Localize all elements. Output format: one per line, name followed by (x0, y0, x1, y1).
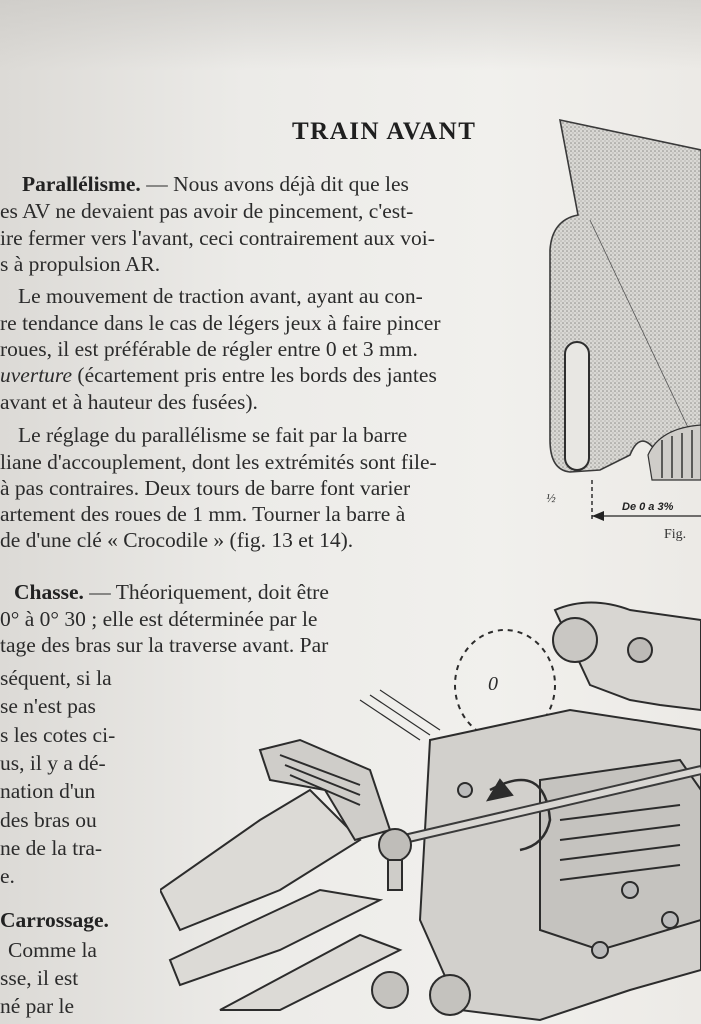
chasse-line-2: 0° à 0° 30 ; elle est déterminée par le (0, 607, 318, 631)
page-shadow (0, 0, 701, 70)
side-note: ½ (546, 490, 556, 505)
chasse-line-7: us, il y a dé- (0, 751, 106, 775)
chasse-line-9: des bras ou (0, 808, 97, 832)
chasse-line-1-text: — Théoriquement, doit être (83, 580, 329, 604)
front-axle-engine-figure (160, 590, 701, 1024)
dial-label: 0 (488, 673, 498, 695)
reglage-line-2: liane d'accouplement, dont les extrémités sont file- (0, 450, 437, 474)
parallelisme-line-4: s à propulsion AR. (0, 252, 161, 276)
chasse-line-10: ne de la tra- (0, 836, 103, 860)
parallelisme-line-2: es AV ne devaient pas avoir de pincement, c'est- (0, 199, 414, 223)
traction-line-3: roues, il est préférable de régler entre 0 et 3 mm. (0, 337, 418, 361)
tie-rod-end (379, 829, 411, 861)
traction-italic-word: uverture (0, 363, 73, 387)
chasse-line-6: s les cotes ci- (0, 723, 116, 747)
reglage-line-4: artement des roues de 1 mm. Tourner la barre à (0, 502, 406, 526)
parallelisme-heading: Parallélisme. (22, 172, 141, 196)
parallelisme-line-1-text: — Nous avons déjà dit que les (140, 172, 409, 196)
traction-line-5: avant et à hauteur des fusées). (0, 390, 258, 414)
traction-line-4-text: (écartement pris entre les bords des jantes (72, 363, 437, 387)
chasse-heading: Chasse. (14, 580, 84, 604)
dimension-arrowhead (592, 511, 604, 521)
chasse-line-11: e. (0, 864, 15, 888)
wing-slot (565, 342, 589, 470)
chasse-line-3: tage des bras sur la traverse avant. Par (0, 633, 329, 657)
chasse-line-5: se n'est pas (0, 694, 96, 718)
carrossage-line-3: né par le (0, 994, 75, 1018)
reglage-line-1: Le réglage du parallélisme se fait par la barre (18, 423, 408, 447)
figure-caption: Fig. (664, 527, 687, 542)
parallelisme-line-1 (22, 172, 409, 197)
reglage-line-5: de d'une clé « Crocodile » (fig. 13 et 14). (0, 528, 354, 552)
page-title: TRAIN AVANT (292, 118, 477, 145)
wheel-alignment-figure (530, 110, 701, 530)
parallelisme-line-3: ire fermer vers l'avant, ceci contrairement aux voi- (0, 226, 435, 250)
carrossage-heading: Carrossage. (0, 908, 109, 932)
traction-line-2: re tendance dans le cas de légers jeux à faire pincer (0, 311, 441, 335)
traction-line-1: Le mouvement de traction avant, ayant au con- (18, 284, 423, 308)
traction-line-4 (0, 363, 437, 388)
chasse-line-8: nation d'un (0, 779, 96, 803)
carrossage-line-2: sse, il est (0, 966, 79, 990)
chasse-line-4: séquent, si la (0, 666, 112, 690)
dimension-label: De 0 a 3% (622, 501, 674, 513)
carrossage-line-1: Comme la (8, 938, 97, 962)
reglage-line-3: à pas contraires. Deux tours de barre font varier (0, 476, 411, 500)
